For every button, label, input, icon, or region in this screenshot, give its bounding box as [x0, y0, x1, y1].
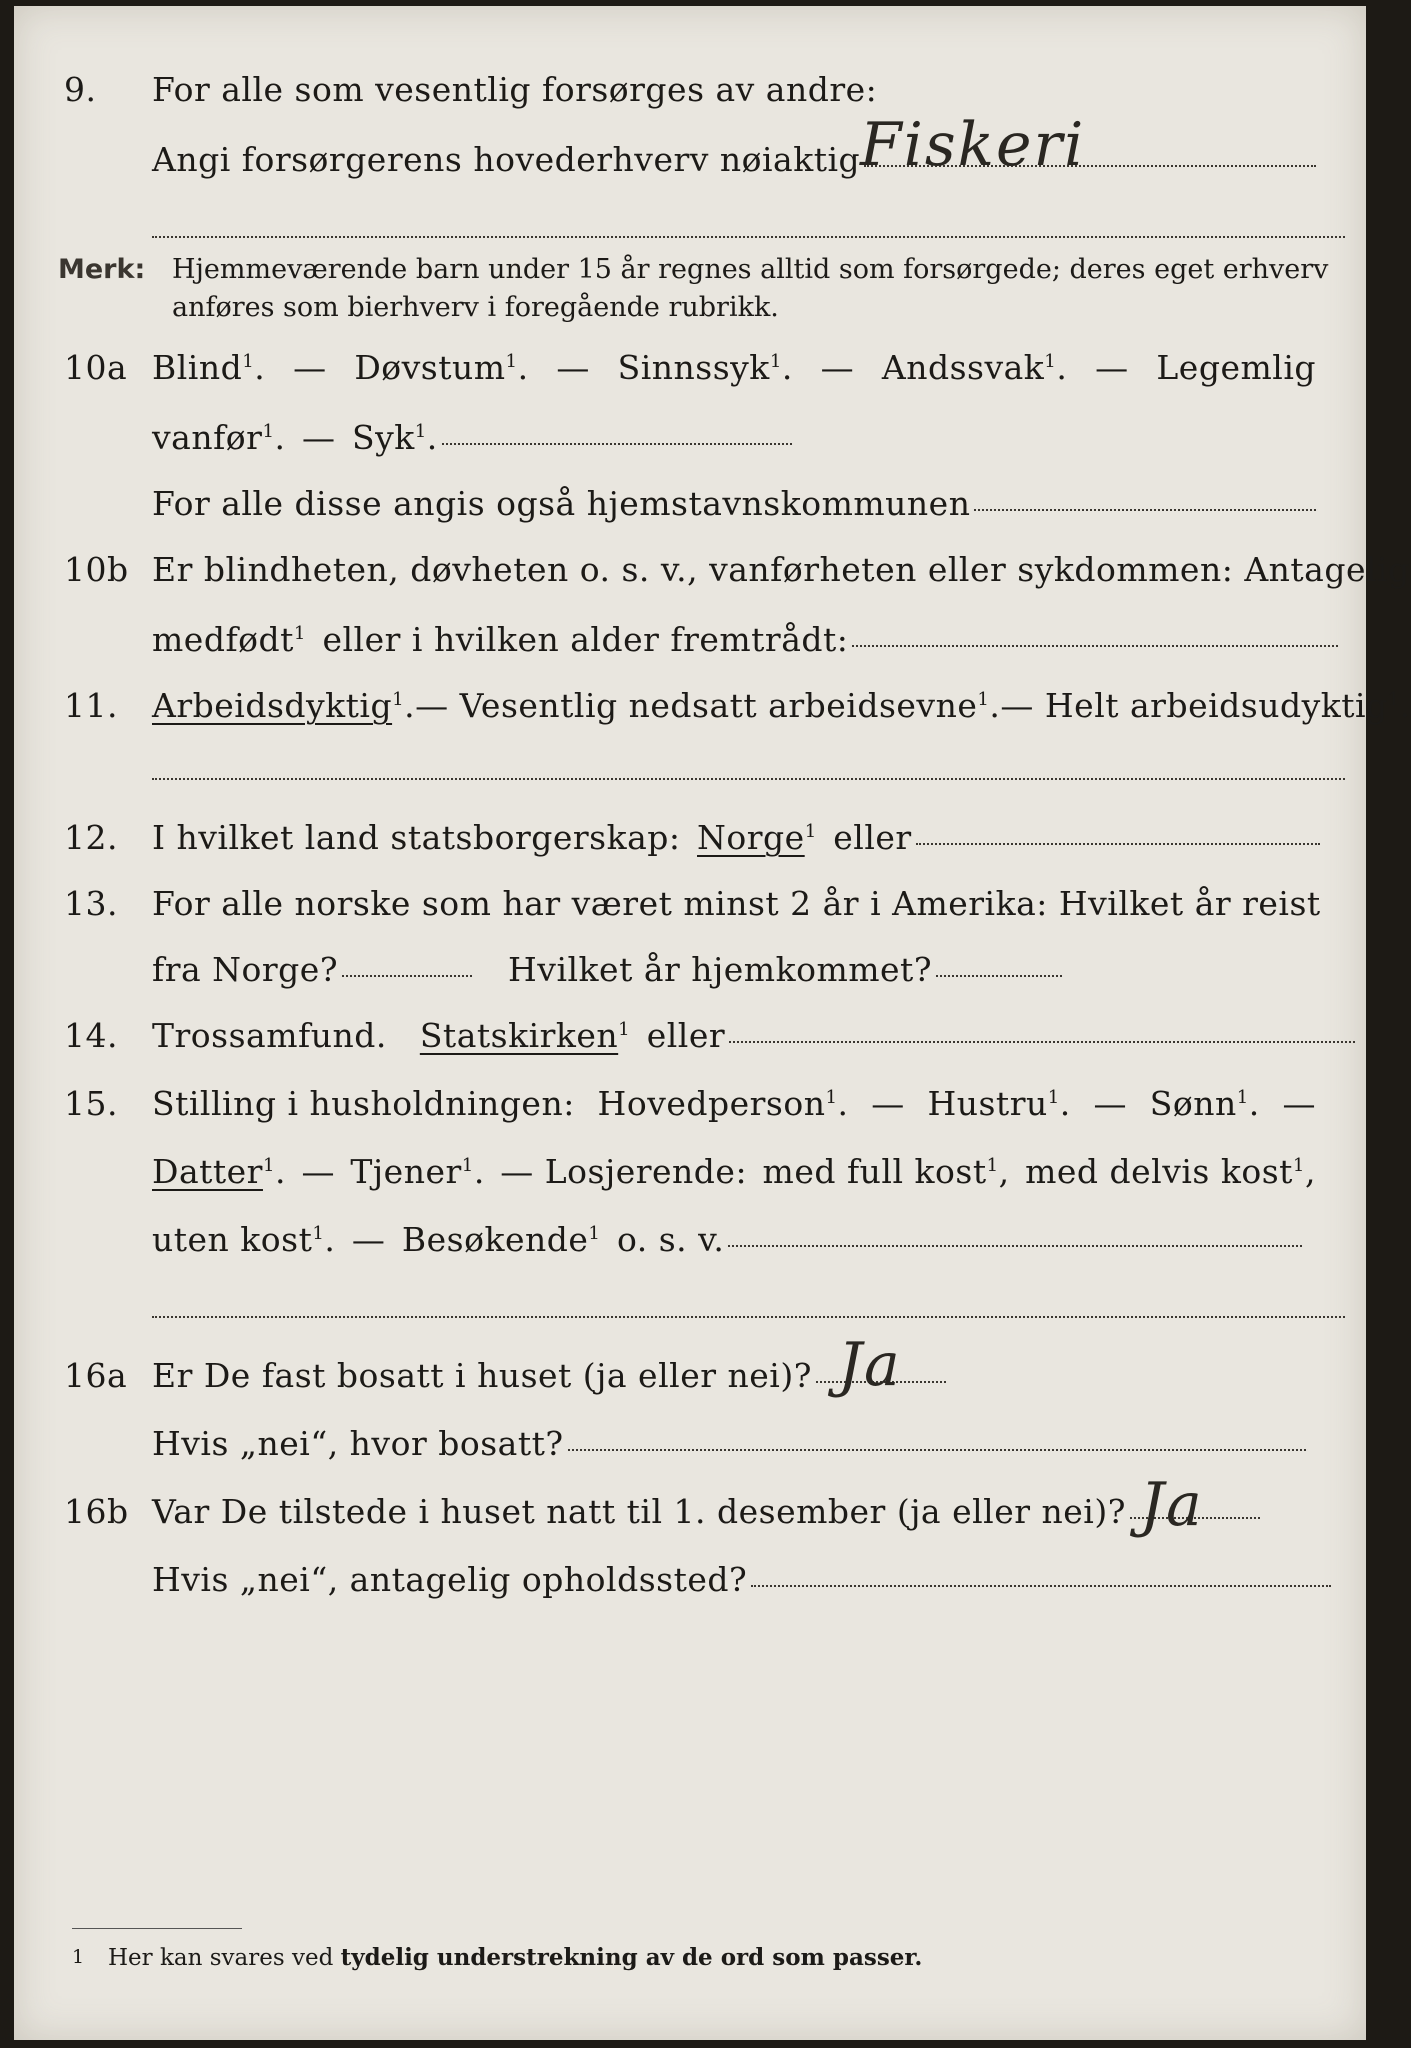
option-sinnssyk[interactable]: Sinnssyk$^1$. — [617, 348, 793, 387]
q12-eller: eller — [833, 818, 912, 857]
q15-extra-line — [152, 1316, 1345, 1318]
q16a-question: Er De fast bosatt i huset (ja eller nei)? — [152, 1356, 812, 1395]
option-statskirken[interactable]: Statskirken$^1$ — [419, 1016, 631, 1055]
q16a-line-2 — [152, 1424, 1306, 1463]
q13-line-1 — [152, 884, 1321, 923]
q10a-line-2 — [152, 418, 792, 457]
q15-line-2 — [152, 1152, 1316, 1191]
q13-hjemkommet-line[interactable] — [936, 975, 1062, 977]
option-legemlig[interactable]: Legemlig — [1156, 348, 1316, 387]
q13-line-2 — [152, 950, 1062, 989]
q16a-bosatt-line[interactable] — [568, 1449, 1306, 1451]
merk-line-1 — [172, 254, 1345, 285]
dash: — — [820, 348, 855, 387]
option-sonn[interactable]: Sønn$^1$. — [1149, 1084, 1260, 1123]
merk-line-1-text: Hjemmeværende barn under 15 år regnes alltid som forsørgede; deres eget erhverv — [172, 254, 1329, 285]
dash: — — [1093, 1084, 1127, 1123]
q16b-question: Var De tilstede i huset natt til 1. desember (ja eller nei)? — [152, 1492, 1126, 1531]
q10a-syk-line[interactable] — [442, 443, 792, 445]
q14-eller: eller — [646, 1016, 726, 1055]
q14-answer-line[interactable] — [729, 1041, 1355, 1043]
footnote-rule — [72, 1928, 242, 1929]
q12-number: 12. — [64, 818, 118, 857]
option-full-kost[interactable]: med full kost$^1$, — [762, 1152, 1010, 1191]
q10b-number: 10b — [64, 550, 129, 589]
q10b-answer-line[interactable] — [852, 645, 1338, 647]
q10b-line-1-text: Er blindheten, døvheten o. s. v., vanførheten eller sykdommen: Antagelig — [152, 550, 1410, 589]
q16a-number: 16a — [64, 1356, 128, 1395]
dash: — — [351, 1220, 386, 1259]
q12-line — [152, 818, 1320, 857]
q11-number: 11. — [64, 686, 118, 725]
option-hustru[interactable]: Hustru$^1$. — [927, 1084, 1071, 1123]
q14-trossamfund: Trossamfund. — [152, 1016, 387, 1055]
q15-osv: o. s. v. — [616, 1220, 725, 1259]
footnote-bold-text: tydelig understrekning av de ord som passer. — [340, 1944, 923, 1971]
hjemstavnskommune-line[interactable] — [974, 509, 1316, 511]
option-andssvak[interactable]: Andssvak$^1$. — [881, 348, 1068, 387]
q15-stilling: Stilling i husholdningen: — [152, 1084, 575, 1123]
option-vanfor[interactable]: vanfør$^1$. — [152, 418, 286, 457]
q13-number: 13. — [64, 884, 118, 923]
merk-line-2-text: anføres som bierhverv i foregående rubrikk. — [172, 292, 779, 323]
q9-line-1: For alle som vesentlig forsørges av andre: — [152, 70, 878, 109]
q10b-line-1 — [152, 550, 1410, 589]
option-hovedperson[interactable]: Hovedperson$^1$. — [597, 1084, 849, 1123]
q9-extra-line — [152, 236, 1345, 238]
q15-answer-line[interactable] — [728, 1245, 1302, 1247]
q10a-number: 10a — [64, 348, 128, 387]
q15-line-3 — [152, 1220, 1302, 1259]
option-arbeidsdyktig[interactable]: Arbeidsdyktig$^1$. — [152, 686, 416, 725]
merk-label: Merk: — [58, 254, 146, 285]
q9-number: 9. — [64, 70, 97, 109]
dash: — — [1095, 348, 1129, 387]
option-arbeidsudyktig[interactable]: — Helt arbeidsudyktig$^1$. — [1000, 686, 1411, 725]
option-medfodt[interactable]: medfødt$^1$ — [152, 620, 306, 659]
dash: — — [871, 1084, 905, 1123]
option-blind[interactable]: Blind$^1$. — [152, 348, 266, 387]
merk-line-2 — [172, 292, 1345, 323]
dash: — — [301, 1152, 335, 1191]
q11-line — [152, 686, 1411, 725]
option-tjener[interactable]: Tjener$^1$. — [350, 1152, 485, 1191]
q14-number: 14. — [64, 1016, 118, 1055]
q16b-line-2 — [152, 1560, 1331, 1599]
footnote — [72, 1944, 923, 1971]
q9-line-2 — [152, 140, 1316, 179]
option-norge[interactable]: Norge$^1$ — [697, 818, 817, 857]
footnote-text: Her kan svares ved — [108, 1945, 334, 1971]
footnote-mark: 1 — [72, 1946, 85, 1968]
q16b-number: 16b — [64, 1492, 129, 1531]
q15-number: 15. — [64, 1084, 118, 1123]
dash: — — [301, 418, 336, 457]
option-besokende[interactable]: Besøkende$^1$ — [401, 1220, 601, 1259]
dash: — — [556, 348, 590, 387]
dash: — — [1282, 1084, 1316, 1123]
q16a-handwritten-answer: Ja — [838, 1330, 902, 1400]
q10a-line-3-text: For alle disse angis også hjemstavnskommunen — [152, 484, 971, 523]
option-nedsatt-arbeidsevne[interactable]: — Vesentlig nedsatt arbeidsevne$^1$. — [415, 686, 1001, 725]
option-dovstum[interactable]: Døvstum$^1$. — [354, 348, 529, 387]
q13-fra-norge: fra Norge? — [152, 950, 339, 989]
q16b-line-1 — [152, 1492, 1260, 1531]
q9-handwritten-answer: Fiskeri — [860, 110, 1086, 180]
q10b-line-2 — [152, 620, 1338, 659]
q10a-line-3 — [152, 484, 1316, 523]
option-uten-kost[interactable]: uten kost$^1$. — [152, 1220, 336, 1259]
q16b-handwritten-answer: Ja — [1140, 1470, 1204, 1540]
q16a-line-1 — [152, 1356, 946, 1395]
option-delvis-kost[interactable]: med delvis kost$^1$, — [1025, 1152, 1316, 1191]
q10a-line-1 — [152, 348, 1316, 387]
q15-line-1 — [152, 1084, 1316, 1123]
dash: — — [293, 348, 327, 387]
q16b-opholdssted-line[interactable] — [751, 1585, 1331, 1587]
q12-text: I hvilket land statsborgerskap: — [152, 818, 681, 857]
q10b-line-2-text: eller i hvilken alder fremtrådt: — [322, 620, 849, 659]
q13-line-1-text: For alle norske som har været minst 2 år i Amerika: Hvilket år reist — [152, 884, 1321, 923]
option-syk[interactable]: Syk$^1$. — [351, 418, 438, 457]
q11-extra-line — [152, 778, 1345, 780]
q13-reist-line[interactable] — [342, 975, 472, 977]
q13-hjemkommet: Hvilket år hjemkommet? — [508, 950, 933, 989]
q16a-followup: Hvis „nei“, hvor bosatt? — [152, 1424, 564, 1463]
q9-line-2-text: Angi forsørgerens hovederhverv nøiaktig — [152, 140, 861, 179]
q14-line — [152, 1016, 1355, 1055]
q15-losjerende: — Losjerende: — [500, 1152, 748, 1191]
q12-answer-line[interactable] — [916, 843, 1320, 845]
q16b-followup: Hvis „nei“, antagelig opholdssted? — [152, 1560, 748, 1599]
option-datter[interactable]: Datter$^1$. — [152, 1152, 287, 1191]
